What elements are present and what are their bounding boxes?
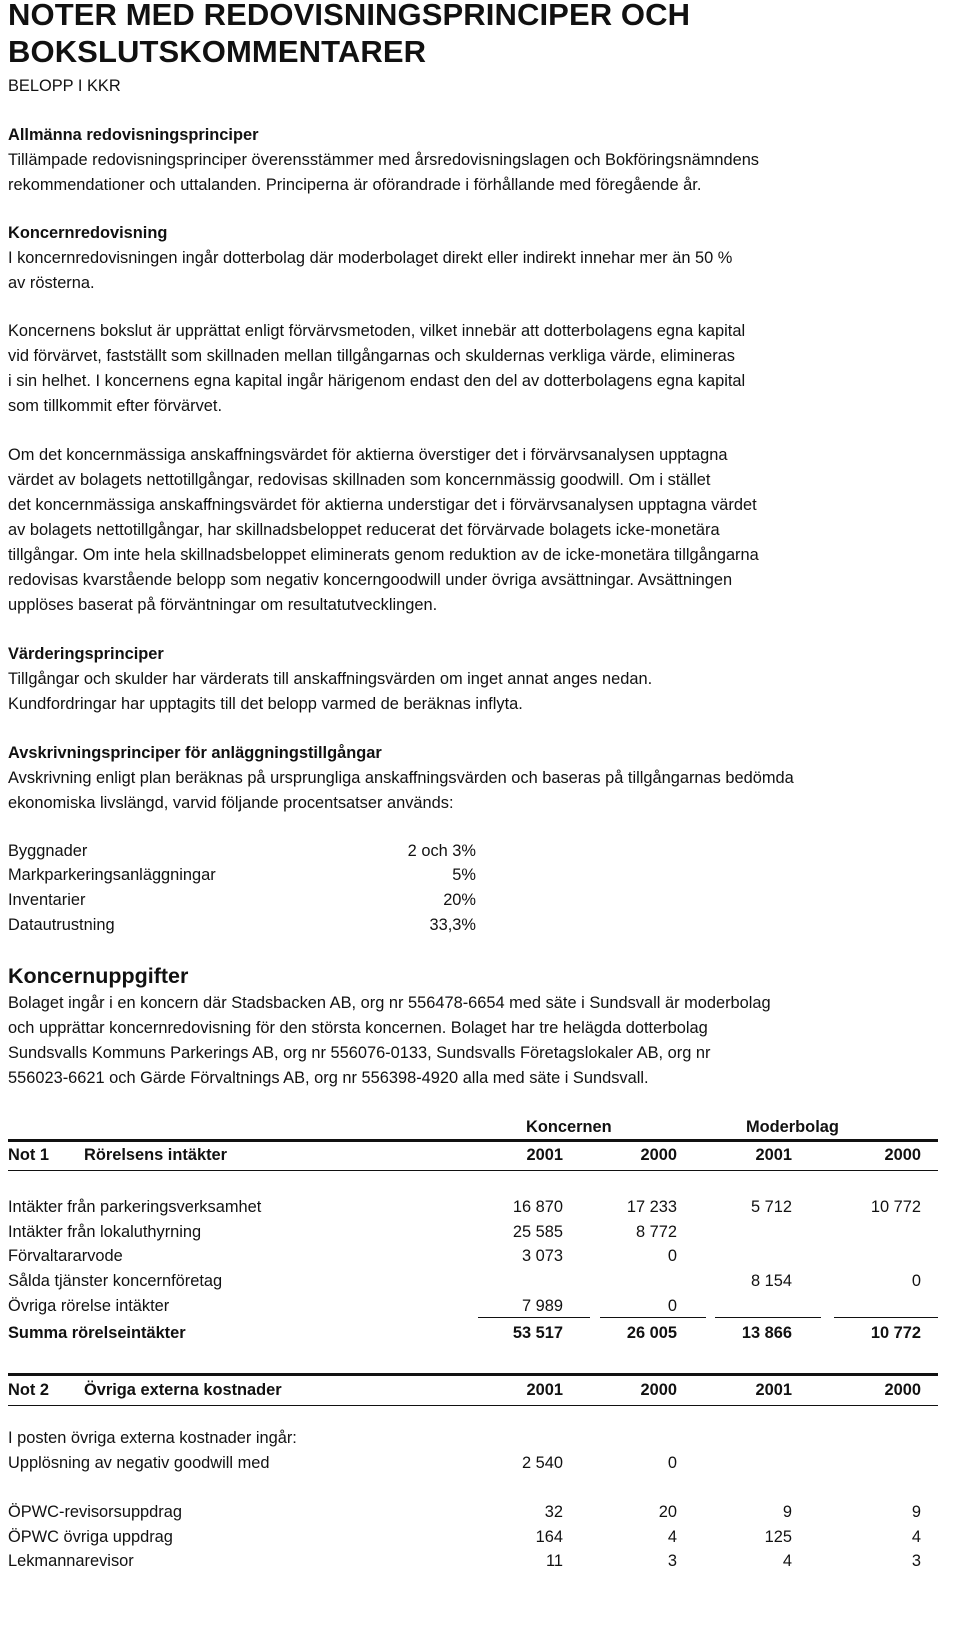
total-cell: 26 005 xyxy=(626,1324,677,1342)
paragraph-line: av rösterna. xyxy=(8,274,95,292)
note-intro: I posten övriga externa kostnader ingår: xyxy=(8,1429,297,1447)
paragraph-line: Tillgångar och skulder har värderats till anskaffningsvärden om inget annat anges nedan. xyxy=(8,670,653,688)
table-cell: 3 073 xyxy=(521,1247,563,1265)
paragraph-line: I koncernredovisningen ingår dotterbolag där moderbolaget direkt eller indirekt innehar mer än 50 % xyxy=(8,249,733,267)
table-row-label: ÖPWC-revisorsuppdrag xyxy=(8,1503,182,1521)
rate-label: Byggnader xyxy=(8,842,88,860)
paragraph-line: Bolaget ingår i en koncern där Stadsbacken AB, org nr 556478-6654 med säte i Sundsvall är moderbolag xyxy=(8,994,771,1012)
table-cell: 0 xyxy=(911,1272,921,1290)
table-cell: 4 xyxy=(911,1528,921,1546)
year-header: 2001 xyxy=(755,1146,792,1164)
table-cell: 5 712 xyxy=(750,1198,792,1216)
note-title: Övriga externa kostnader xyxy=(84,1381,282,1399)
depreciation-heading: Avskrivningsprinciper för anläggningstillgångar xyxy=(8,744,382,762)
paragraph-line: Sundsvalls Kommuns Parkerings AB, org nr 556076-0133, Sundsvalls Företagslokaler AB, org nr xyxy=(8,1044,711,1062)
column-group-moderbolag: Moderbolag xyxy=(746,1118,839,1136)
paragraph-line: rekommendationer och uttalanden. Principerna är oförandrade i förhållande med föregående år. xyxy=(8,176,702,194)
table-row-label: Lekmannarevisor xyxy=(8,1552,134,1570)
table-row-label: Upplösning av negativ goodwill med xyxy=(8,1454,270,1472)
table-cell: 16 870 xyxy=(512,1198,563,1216)
note-top-rule xyxy=(8,1139,938,1142)
note-header-rule xyxy=(8,1405,938,1406)
table-cell: 7 989 xyxy=(521,1297,563,1315)
table-cell: 10 772 xyxy=(870,1198,921,1216)
year-header: 2001 xyxy=(755,1381,792,1399)
table-cell: 8 154 xyxy=(750,1272,792,1290)
subtotal-rule xyxy=(478,1317,590,1318)
paragraph-line: 556023-6621 och Gärde Förvaltnings AB, org nr 556398-4920 alla med säte i Sundsvall. xyxy=(8,1069,649,1087)
table-cell: 125 xyxy=(764,1528,792,1546)
note-title: Rörelsens intäkter xyxy=(84,1146,228,1164)
paragraph-line: som tillkommit efter förvärvet. xyxy=(8,397,223,415)
total-cell: 10 772 xyxy=(870,1324,921,1342)
table-cell: 20 xyxy=(658,1503,677,1521)
table-cell: 4 xyxy=(667,1528,677,1546)
column-group-koncernen: Koncernen xyxy=(526,1118,612,1136)
table-cell: 164 xyxy=(535,1528,563,1546)
total-cell: 53 517 xyxy=(512,1324,563,1342)
note-number: Not 1 xyxy=(8,1146,49,1164)
paragraph-line: och upprättar koncernredovisning för den största koncernen. Bolaget har tre helägda dotterbolag xyxy=(8,1019,708,1037)
rate-value: 5% xyxy=(452,866,476,884)
rate-label: Datautrustning xyxy=(8,916,115,934)
table-cell: 0 xyxy=(667,1247,677,1265)
note-number: Not 2 xyxy=(8,1381,49,1399)
table-cell: 11 xyxy=(545,1552,563,1570)
table-cell: 0 xyxy=(667,1454,677,1472)
paragraph-line: värdet av bolagets nettotillgångar, redovisas skillnaden som koncernmässig goodwill. Om i stället xyxy=(8,471,711,489)
paragraph-line: vid förvärvet, fastställt som skillnaden mellan tillgångarnas och skuldernas verkliga värde, elimineras xyxy=(8,347,735,365)
rate-value: 33,3% xyxy=(429,916,476,934)
year-header: 2000 xyxy=(884,1381,921,1399)
rate-value: 2 och 3% xyxy=(407,842,476,860)
note-top-rule xyxy=(8,1373,938,1376)
paragraph-line: redovisas kvarstående belopp som negativ koncerngoodwill under övriga avsättningar. Avsättningen xyxy=(8,571,733,589)
total-row-label: Summa rörelseintäkter xyxy=(8,1324,186,1342)
group-info-heading: Koncernuppgifter xyxy=(8,964,189,988)
page-title-line2: BOKSLUTSKOMMENTARER xyxy=(8,34,427,69)
table-cell: 25 585 xyxy=(512,1223,563,1241)
subtotal-rule xyxy=(600,1317,706,1318)
table-cell: 8 772 xyxy=(635,1223,677,1241)
paragraph-line: Tillämpade redovisningsprinciper överensstämmer med årsredovisningslagen och Bokföringsnämndens xyxy=(8,151,760,169)
table-row-label: Sålda tjänster koncernföretag xyxy=(8,1272,223,1290)
paragraph-line: Avskrivning enligt plan beräknas på ursprungliga anskaffningsvärden och baseras på tillgångarnas bedömda xyxy=(8,769,794,787)
year-header: 2000 xyxy=(884,1146,921,1164)
table-cell: 3 xyxy=(667,1552,677,1570)
table-cell: 3 xyxy=(911,1552,921,1570)
year-header: 2001 xyxy=(526,1146,563,1164)
table-cell: 4 xyxy=(782,1552,792,1570)
year-header: 2000 xyxy=(640,1146,677,1164)
general-principles-heading: Allmänna redovisningsprinciper xyxy=(8,126,259,144)
table-cell: 32 xyxy=(544,1503,563,1521)
paragraph-line: tillgångar. Om inte hela skillnadsbeloppet eliminerats genom reduktion av de icke-monetära tillgångarna xyxy=(8,546,759,564)
unit-label: BELOPP I KKR xyxy=(8,77,121,95)
rate-label: Markparkeringsanläggningar xyxy=(8,866,216,884)
table-row-label: Övriga rörelse intäkter xyxy=(8,1297,170,1315)
paragraph-line: ekonomiska livslängd, varvid följande procentsatser används: xyxy=(8,794,454,812)
table-cell: 17 233 xyxy=(626,1198,677,1216)
paragraph-line: upplöses baserat på förväntningar om resultatutvecklingen. xyxy=(8,596,438,614)
paragraph-line: av bolagets nettotillgångar, har skillnadsbeloppet reducerat det förvärvade bolagets icke-monetära xyxy=(8,521,720,539)
rate-label: Inventarier xyxy=(8,891,86,909)
year-header: 2001 xyxy=(526,1381,563,1399)
year-header: 2000 xyxy=(640,1381,677,1399)
note-header-rule xyxy=(8,1170,938,1171)
group-accounting-heading: Koncernredovisning xyxy=(8,224,168,242)
paragraph-line: Om det koncernmässiga anskaffningsvärdet för aktierna överstiger det i förvärvsanalysen upptagna xyxy=(8,446,728,464)
total-cell: 13 866 xyxy=(741,1324,792,1342)
table-row-label: Förvaltararvode xyxy=(8,1247,123,1265)
table-cell: 2 540 xyxy=(521,1454,563,1472)
paragraph-line: det koncernmässiga anskaffningsvärdet för aktierna understigar det i förvärvsanalysen upptagna värdet xyxy=(8,496,757,514)
subtotal-rule xyxy=(715,1317,821,1318)
table-cell: 9 xyxy=(782,1503,792,1521)
valuation-heading: Värderingsprinciper xyxy=(8,645,164,663)
table-row-label: Intäkter från parkeringsverksamhet xyxy=(8,1198,262,1216)
paragraph-line: i sin helhet. I koncernens egna kapital ingår härigenom endast den del av dotterbolagens egna kapital xyxy=(8,372,746,390)
table-row-label: Intäkter från lokaluthyrning xyxy=(8,1223,202,1241)
paragraph-line: Koncernens bokslut är upprättat enligt förvärvsmetoden, vilket innebär att dotterbolagens egna kapital xyxy=(8,322,746,340)
rate-value: 20% xyxy=(443,891,476,909)
paragraph-line: Kundfordringar har upptagits till det belopp varmed de beräknas inflyta. xyxy=(8,695,523,713)
subtotal-rule xyxy=(834,1317,938,1318)
table-cell: 0 xyxy=(667,1297,677,1315)
table-cell: 9 xyxy=(911,1503,921,1521)
page-title-line1: NOTER MED REDOVISNINGSPRINCIPER OCH xyxy=(8,0,691,32)
table-row-label: ÖPWC övriga uppdrag xyxy=(8,1528,173,1546)
